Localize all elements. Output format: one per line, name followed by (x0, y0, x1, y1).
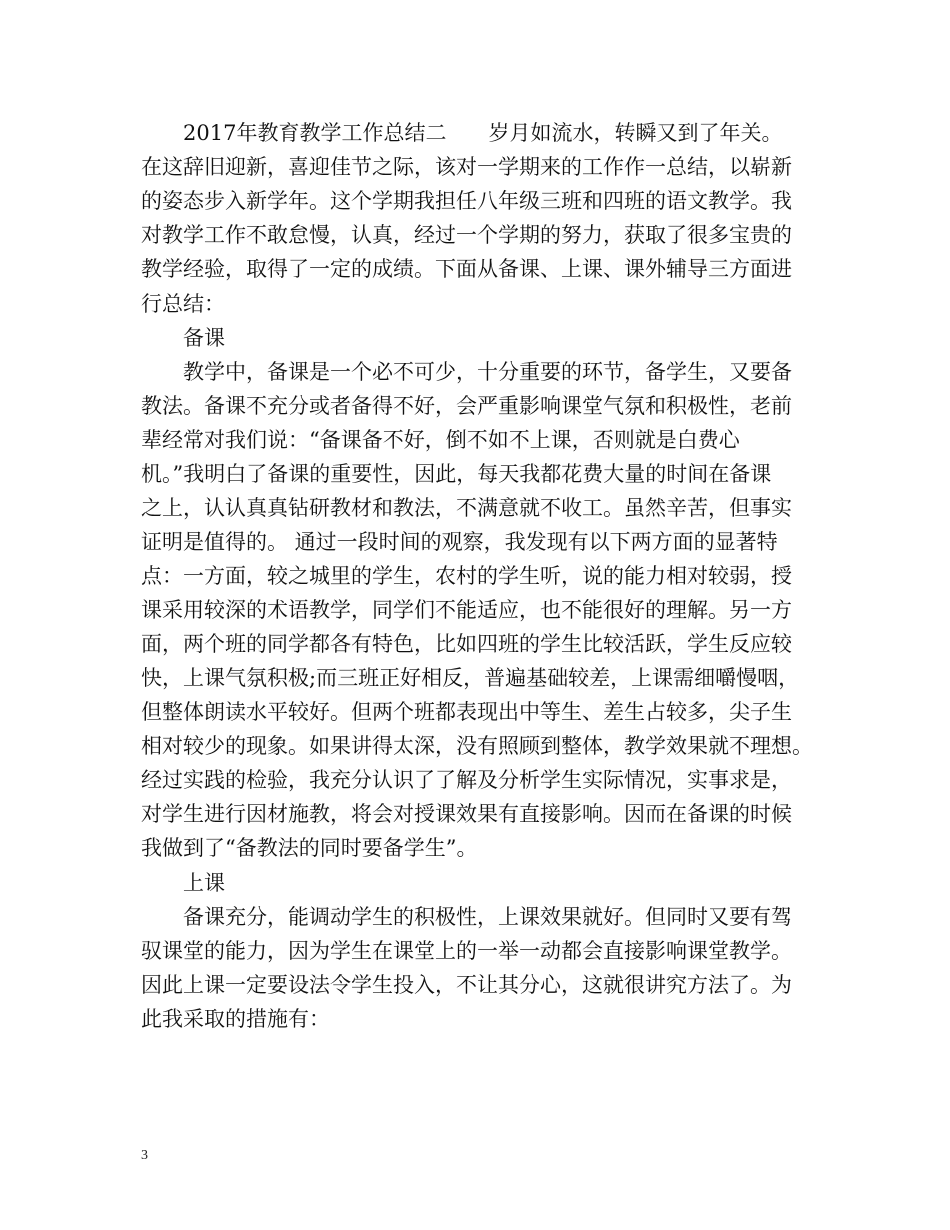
text-line: 的姿态步入新学年。这个学期我担任八年级三班和四班的语文教学。我 (141, 189, 792, 213)
text-line: 对学生进行因材施教，将会对授课效果有直接影响。因而在备课的时候 (141, 802, 792, 826)
text-line: 我做到了“备教法的同时要备学生”。 (141, 836, 478, 860)
text-line: 2017年教育教学工作总结二 岁月如流水，转瞬又到了年关。 (183, 121, 783, 145)
text-line: 证明是值得的。 通过一段时间的观察，我发现有以下两方面的显著特 (141, 530, 778, 554)
text-line: 此我采取的措施有： (141, 1007, 330, 1031)
text-line: 教学经验，取得了一定的成绩。下面从备课、上课、课外辅导三方面进 (141, 257, 792, 281)
section-heading: 备课 (183, 326, 225, 350)
text-line: 相对较少的现象。如果讲得太深，没有照顾到整体，教学效果就不理想。 (141, 734, 813, 758)
text-line: 因此上课一定要设法令学生投入，不让其分心，这就很讲究方法了。为 (141, 973, 792, 997)
text-line: 快，上课气氛积极;而三班正好相反，普遍基础较差，上课需细嚼慢咽， (141, 666, 800, 690)
text-line: 课采用较深的术语教学，同学们不能适应，也不能很好的理解。另一方 (141, 598, 792, 622)
text-line: 面，两个班的同学都各有特色，比如四班的学生比较活跃，学生反应较 (141, 632, 792, 656)
text-line: 辈经常对我们说：“备课备不好，倒不如不上课，否则就是白费心 (141, 428, 740, 452)
text-line: 教学中，备课是一个必不可少，十分重要的环节，备学生，又要备 (183, 360, 792, 384)
text-line: 经过实践的检验，我充分认识了了解及分析学生实际情况，实事求是， (141, 768, 792, 792)
text-line: 之上，认认真真钻研教材和教法，不满意就不收工。虽然辛苦，但事实 (141, 496, 792, 520)
text-line: 但整体朗读水平较好。但两个班都表现出中等生、差生占较多，尖子生 (141, 700, 792, 724)
section-heading: 上课 (183, 871, 225, 895)
text-line: 点：一方面，较之城里的学生，农村的学生听，说的能力相对较弱，授 (141, 564, 792, 588)
text-line: 教法。备课不充分或者备得不好，会严重影响课堂气氛和积极性，老前 (141, 394, 792, 418)
text-line: 在这辞旧迎新，喜迎佳节之际，该对一学期来的工作作一总结，以崭新 (141, 155, 792, 179)
text-line: 机。”我明白了备课的重要性，因此，每天我都花费大量的时间在备课 (141, 462, 772, 486)
page-number: 3 (141, 1148, 148, 1163)
text-line: 驭课堂的能力，因为学生在课堂上的一举一动都会直接影响课堂教学。 (141, 939, 792, 963)
text-line: 行总结： (141, 292, 225, 316)
text-line: 对教学工作不敢怠慢，认真，经过一个学期的努力，获取了很多宝贵的 (141, 223, 792, 247)
text-line: 备课充分，能调动学生的积极性，上课效果就好。但同时又要有驾 (183, 905, 792, 929)
